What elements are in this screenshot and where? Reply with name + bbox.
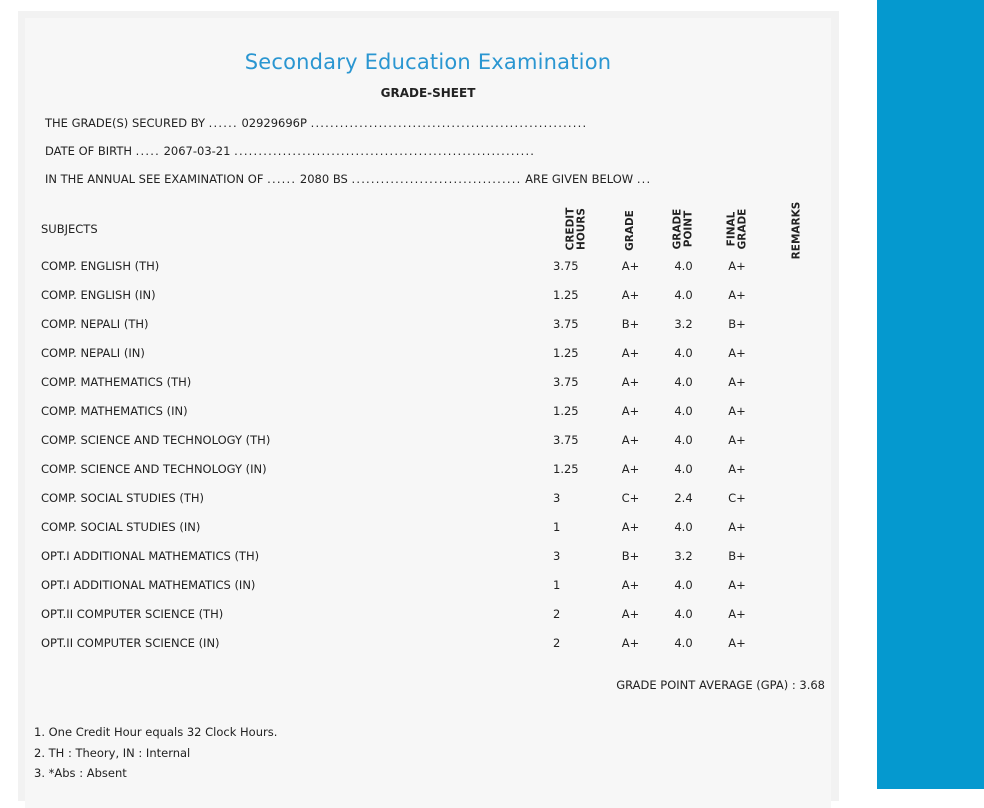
final-grade-cell: A+	[711, 368, 763, 396]
grade-cell: A+	[605, 629, 656, 657]
credit-hours-cell: 3.75	[550, 310, 603, 338]
secured-by-line	[45, 116, 587, 130]
table-row	[35, 310, 829, 338]
header-final-grade-line2: GRADE	[736, 208, 748, 250]
final-grade-cell: C+	[711, 484, 763, 512]
header-credit-hours	[550, 207, 603, 251]
remarks-cell	[765, 455, 829, 483]
table-row	[35, 281, 829, 309]
page-subtitle: GRADE-SHEET	[380, 86, 476, 100]
credit-hours-cell: 3.75	[550, 368, 603, 396]
header-grade-point-line1: GRADE	[671, 208, 684, 250]
grade-point-cell: 3.2	[658, 542, 709, 570]
table-row	[35, 252, 829, 280]
header-credit-hours-line2: HOURS	[575, 208, 588, 250]
remarks-cell	[765, 281, 829, 309]
secured-by-label: THE GRADE(S) SECURED BY	[45, 116, 206, 130]
subject-cell: COMP. SOCIAL STUDIES (TH)	[35, 484, 548, 512]
final-grade-cell: A+	[711, 397, 763, 425]
final-grade-cell: A+	[711, 513, 763, 541]
subject-cell: OPT.II COMPUTER SCIENCE (TH)	[35, 600, 548, 628]
table-row	[35, 426, 829, 454]
exam-year: 2080 BS	[299, 172, 348, 186]
subject-cell: OPT.I ADDITIONAL MATHEMATICS (IN)	[35, 571, 548, 599]
remarks-cell	[765, 339, 829, 367]
symbol-number: 02929696P	[241, 116, 307, 130]
credit-hours-cell: 1	[550, 571, 603, 599]
table-header-row	[35, 207, 829, 251]
grade-cell: A+	[605, 397, 656, 425]
grade-cell: B+	[605, 542, 656, 570]
note-item: 1. One Credit Hour equals 32 Clock Hours.	[34, 725, 278, 739]
gpa-box	[33, 665, 831, 712]
final-grade-cell: A+	[711, 339, 763, 367]
header-grade-label: GRADE	[624, 210, 636, 251]
final-grade-cell: B+	[711, 542, 763, 570]
grade-cell: A+	[605, 513, 656, 541]
grade-point-cell: 4.0	[658, 339, 709, 367]
credit-hours-cell: 3	[550, 484, 603, 512]
subject-cell: OPT.I ADDITIONAL MATHEMATICS (TH)	[35, 542, 548, 570]
page-title: Secondary Education Examination	[244, 50, 612, 74]
table-row	[35, 397, 829, 425]
subject-cell: COMP. MATHEMATICS (IN)	[35, 397, 548, 425]
grade-cell: A+	[605, 368, 656, 396]
credit-hours-cell: 1	[550, 513, 603, 541]
subject-cell: COMP. MATHEMATICS (TH)	[35, 368, 548, 396]
table-row	[35, 484, 829, 512]
exam-trail: ...................................	[351, 172, 522, 186]
grade-cell: A+	[605, 571, 656, 599]
credit-hours-cell: 2	[550, 629, 603, 657]
remarks-cell	[765, 571, 829, 599]
subject-cell: COMP. ENGLISH (IN)	[35, 281, 548, 309]
header-credit-hours-line1: CREDIT	[564, 207, 577, 251]
grade-cell: A+	[605, 600, 656, 628]
side-panel	[877, 0, 984, 789]
subject-cell: COMP. NEPALI (IN)	[35, 339, 548, 367]
header-grade-point	[658, 207, 709, 251]
exam-suffix: ARE GIVEN BELOW	[525, 172, 634, 186]
notes-list	[34, 722, 277, 784]
grade-point-cell: 4.0	[658, 397, 709, 425]
grade-point-cell: 4.0	[658, 368, 709, 396]
credit-hours-cell: 1.25	[550, 281, 603, 309]
grade-point-cell: 4.0	[658, 571, 709, 599]
header-remarks-label: REMARKS	[790, 201, 803, 260]
grade-cell: A+	[605, 426, 656, 454]
subject-cell: COMP. SCIENCE AND TECHNOLOGY (TH)	[35, 426, 548, 454]
grade-point-cell: 3.2	[658, 310, 709, 338]
exam-suffix-trail: ...	[636, 172, 652, 186]
header-grade	[605, 207, 656, 251]
subject-cell: COMP. SCIENCE AND TECHNOLOGY (IN)	[35, 455, 548, 483]
dob-line	[45, 144, 535, 158]
remarks-cell	[765, 513, 829, 541]
remarks-cell	[765, 397, 829, 425]
table-row	[35, 600, 829, 628]
credit-hours-cell: 1.25	[550, 339, 603, 367]
gpa-value: 3.68	[799, 678, 825, 692]
grade-cell: A+	[605, 339, 656, 367]
dob-label: DATE OF BIRTH	[45, 144, 133, 158]
remarks-cell	[765, 368, 829, 396]
credit-hours-cell: 1.25	[550, 397, 603, 425]
gpa-label: GRADE POINT AVERAGE (GPA) :	[616, 678, 796, 692]
final-grade-cell: A+	[711, 252, 763, 280]
table-row	[35, 368, 829, 396]
grade-point-cell: 4.0	[658, 455, 709, 483]
secured-by-trail: .........................................................	[310, 116, 588, 130]
subject-cell: OPT.II COMPUTER SCIENCE (IN)	[35, 629, 548, 657]
remarks-cell	[765, 600, 829, 628]
remarks-cell	[765, 484, 829, 512]
note-item: 2. TH : Theory, IN : Internal	[34, 745, 191, 760]
secured-by-leader: ......	[208, 116, 238, 130]
credit-hours-cell: 3	[550, 542, 603, 570]
table-row	[35, 513, 829, 541]
credit-hours-cell: 3.75	[550, 426, 603, 454]
table-row	[35, 339, 829, 367]
grade-cell: A+	[605, 281, 656, 309]
credit-hours-cell: 3.75	[550, 252, 603, 280]
final-grade-cell: A+	[711, 600, 763, 628]
grade-cell: B+	[605, 310, 656, 338]
grade-point-cell: 2.4	[658, 484, 709, 512]
header-final-grade	[711, 207, 763, 251]
table-row	[35, 629, 829, 657]
subject-cell: COMP. NEPALI (TH)	[35, 310, 548, 338]
grade-point-cell: 4.0	[658, 629, 709, 657]
final-grade-cell: A+	[711, 629, 763, 657]
header-subjects: SUBJECTS	[35, 207, 548, 251]
remarks-cell	[765, 426, 829, 454]
final-grade-cell: A+	[711, 455, 763, 483]
header-final-grade-line1: FINAL	[725, 211, 737, 247]
dob-trail: ..............................................................	[234, 144, 536, 158]
subject-cell: COMP. ENGLISH (TH)	[35, 252, 548, 280]
exam-label: IN THE ANNUAL SEE EXAMINATION OF	[45, 172, 264, 186]
grade-point-cell: 4.0	[658, 426, 709, 454]
exam-line	[45, 172, 651, 186]
remarks-cell	[765, 629, 829, 657]
grade-cell: C+	[605, 484, 656, 512]
grade-cell: A+	[605, 455, 656, 483]
note-item: 3. *Abs : Absent	[34, 766, 127, 780]
subject-cell: COMP. SOCIAL STUDIES (IN)	[35, 513, 548, 541]
remarks-cell	[765, 542, 829, 570]
remarks-cell	[765, 310, 829, 338]
final-grade-cell: B+	[711, 310, 763, 338]
final-grade-cell: A+	[711, 426, 763, 454]
credit-hours-cell: 1.25	[550, 455, 603, 483]
grade-point-cell: 4.0	[658, 281, 709, 309]
table-row	[35, 455, 829, 483]
credit-hours-cell: 2	[550, 600, 603, 628]
grade-point-cell: 4.0	[658, 600, 709, 628]
table-row	[35, 571, 829, 599]
exam-leader: ......	[267, 172, 297, 186]
dob-value: 2067-03-21	[163, 144, 231, 158]
table-row	[35, 542, 829, 570]
grade-point-cell: 4.0	[658, 513, 709, 541]
grades-table	[33, 201, 831, 658]
dob-leader: .....	[135, 144, 160, 158]
header-grade-point-line2: POINT	[682, 210, 695, 248]
header-remarks	[765, 201, 829, 260]
grade-point-cell: 4.0	[658, 252, 709, 280]
final-grade-cell: A+	[711, 571, 763, 599]
gpa-line	[616, 678, 825, 692]
grade-cell: A+	[605, 252, 656, 280]
final-grade-cell: A+	[711, 281, 763, 309]
